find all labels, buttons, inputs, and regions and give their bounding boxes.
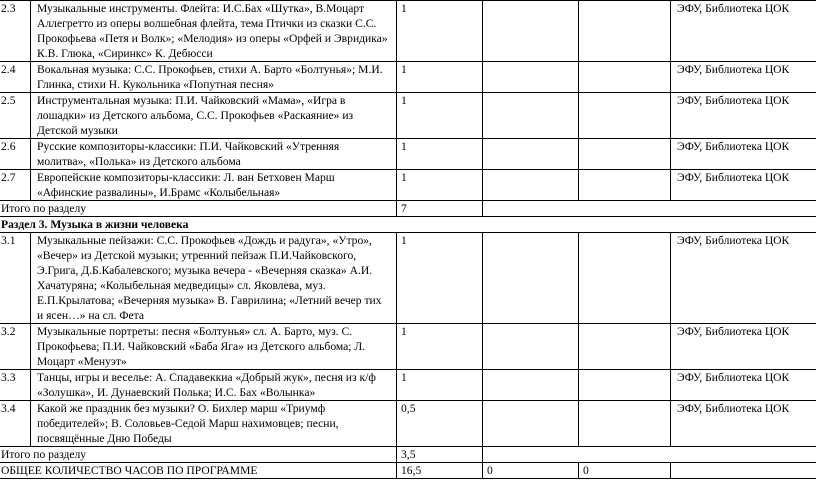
table-row <box>0 233 816 324</box>
row-number: 2.7 <box>0 170 31 201</box>
subtotal-empty <box>483 201 816 217</box>
row-description: Музыкальные пейзажи: С.С. Прокофьев «Дождь и радуга», «Утро», «Вечер» из Детской музыки; утренний пейзаж П.И.Чайковского, Э.Грига, Д.Б.Кабалевского; музыка вечера - «Вечерняя сказка» А.И. Хачатуряна; «Колыбельная медведицы» сл. Яковлева, муз. Е.П.Крылатова; «Вечерняя музыка» В. Гаврилина; «Летний вечер тих и ясен…» на сл. Фета <box>31 233 397 324</box>
row-number: 2.3 <box>0 1 31 62</box>
row-resources: ЭФУ, Библиотека ЦОК <box>671 401 816 447</box>
row-hours: 1 <box>397 170 483 201</box>
grand-total-empty <box>671 463 816 479</box>
row-control-hours <box>483 62 579 93</box>
row-resources: ЭФУ, Библиотека ЦОК <box>671 1 816 62</box>
row-hours: 1 <box>397 1 483 62</box>
section-title: Раздел 3. Музыка в жизни человека <box>0 217 816 233</box>
row-hours: 0,5 <box>397 401 483 447</box>
row-hours: 1 <box>397 370 483 401</box>
table-row <box>0 93 816 139</box>
row-hours: 1 <box>397 62 483 93</box>
row-resources: ЭФУ, Библиотека ЦОК <box>671 93 816 139</box>
row-description: Русские композиторы-классики: П.И. Чайковский «Утренняя молитва», «Полька» из Детского альбома <box>31 139 397 170</box>
subtotal-hours: 3,5 <box>397 447 483 463</box>
row-control-hours <box>483 139 579 170</box>
row-practice-hours <box>579 233 671 324</box>
row-practice-hours <box>579 139 671 170</box>
grand-total-practice-hours: 0 <box>579 463 671 479</box>
subtotal-row <box>0 201 816 217</box>
row-number: 3.2 <box>0 324 31 370</box>
row-description: Какой же праздник без музыки? О. Бихлер марш «Триумф победителей»; В. Соловьев-Седой Марш нахимовцев; песни, посвящённые Дню Победы <box>31 401 397 447</box>
row-description: Музыкальные инструменты. Флейта: И.С.Бах «Шутка», В.Моцарт Аллегретто из оперы волшебная флейта, тема Птички из сказки С.С. Прокофьева «Петя и Волк»; «Мелодия» из оперы «Орфей и Эвридика» К.В. Глюка, «Сиринкс» К. Дебюсси <box>31 1 397 62</box>
row-control-hours <box>483 93 579 139</box>
row-hours: 1 <box>397 93 483 139</box>
section-header-row <box>0 217 816 233</box>
row-practice-hours <box>579 93 671 139</box>
table-row <box>0 370 816 401</box>
subtotal-label: Итого по разделу <box>0 447 397 463</box>
grand-total-hours: 16,5 <box>397 463 483 479</box>
row-description: Инструментальная музыка: П.И. Чайковский «Мама», «Игра в лошадки» из Детского альбома, С.С. Прокофьев «Раскаяние» из Детской музыки <box>31 93 397 139</box>
table-row <box>0 139 816 170</box>
row-resources: ЭФУ, Библиотека ЦОК <box>671 370 816 401</box>
row-number: 2.4 <box>0 62 31 93</box>
row-resources: ЭФУ, Библиотека ЦОК <box>671 233 816 324</box>
row-description: Танцы, игры и веселье: А. Спадавеккиа «Добрый жук», песня из к/ф «Золушка», И. Дунаевский Полька; И.С. Бах «Волынка» <box>31 370 397 401</box>
subtotal-label: Итого по разделу <box>0 201 397 217</box>
table-row <box>0 324 816 370</box>
row-hours: 1 <box>397 139 483 170</box>
row-number: 3.3 <box>0 370 31 401</box>
subtotal-row <box>0 447 816 463</box>
subtotal-hours: 7 <box>397 201 483 217</box>
subtotal-empty <box>483 447 816 463</box>
row-practice-hours <box>579 324 671 370</box>
row-number: 2.5 <box>0 93 31 139</box>
row-resources: ЭФУ, Библиотека ЦОК <box>671 62 816 93</box>
table-row <box>0 1 816 62</box>
table-row <box>0 401 816 447</box>
row-control-hours <box>483 1 579 62</box>
row-resources: ЭФУ, Библиотека ЦОК <box>671 324 816 370</box>
row-description: Европейские композиторы-классики: Л. ван Бетховен Марш «Афинские развалины», И.Брамс «Колыбельная» <box>31 170 397 201</box>
grand-total-row <box>0 463 816 479</box>
row-number: 3.4 <box>0 401 31 447</box>
row-practice-hours <box>579 370 671 401</box>
table-row <box>0 62 816 93</box>
row-description: Музыкальные портреты: песня «Болтунья» сл. А. Барто, муз. С. Прокофьева; П.И. Чайковский «Баба Яга» из Детского альбома; Л. Моцарт «Менуэт» <box>31 324 397 370</box>
row-control-hours <box>483 233 579 324</box>
row-resources: ЭФУ, Библиотека ЦОК <box>671 170 816 201</box>
row-practice-hours <box>579 401 671 447</box>
row-number: 2.6 <box>0 139 31 170</box>
row-control-hours <box>483 324 579 370</box>
row-number: 3.1 <box>0 233 31 324</box>
row-hours: 1 <box>397 324 483 370</box>
grand-total-control-hours: 0 <box>483 463 579 479</box>
row-practice-hours <box>579 62 671 93</box>
row-practice-hours <box>579 1 671 62</box>
row-control-hours <box>483 401 579 447</box>
row-hours: 1 <box>397 233 483 324</box>
row-description: Вокальная музыка: С.С. Прокофьев, стихи А. Барто «Болтунья»; М.И. Глинка, стихи Н. Кукольника «Попутная песня» <box>31 62 397 93</box>
grand-total-label: ОБЩЕЕ КОЛИЧЕСТВО ЧАСОВ ПО ПРОГРАММЕ <box>0 463 397 479</box>
table-row <box>0 170 816 201</box>
row-practice-hours <box>579 170 671 201</box>
row-resources: ЭФУ, Библиотека ЦОК <box>671 139 816 170</box>
row-control-hours <box>483 170 579 201</box>
row-control-hours <box>483 370 579 401</box>
